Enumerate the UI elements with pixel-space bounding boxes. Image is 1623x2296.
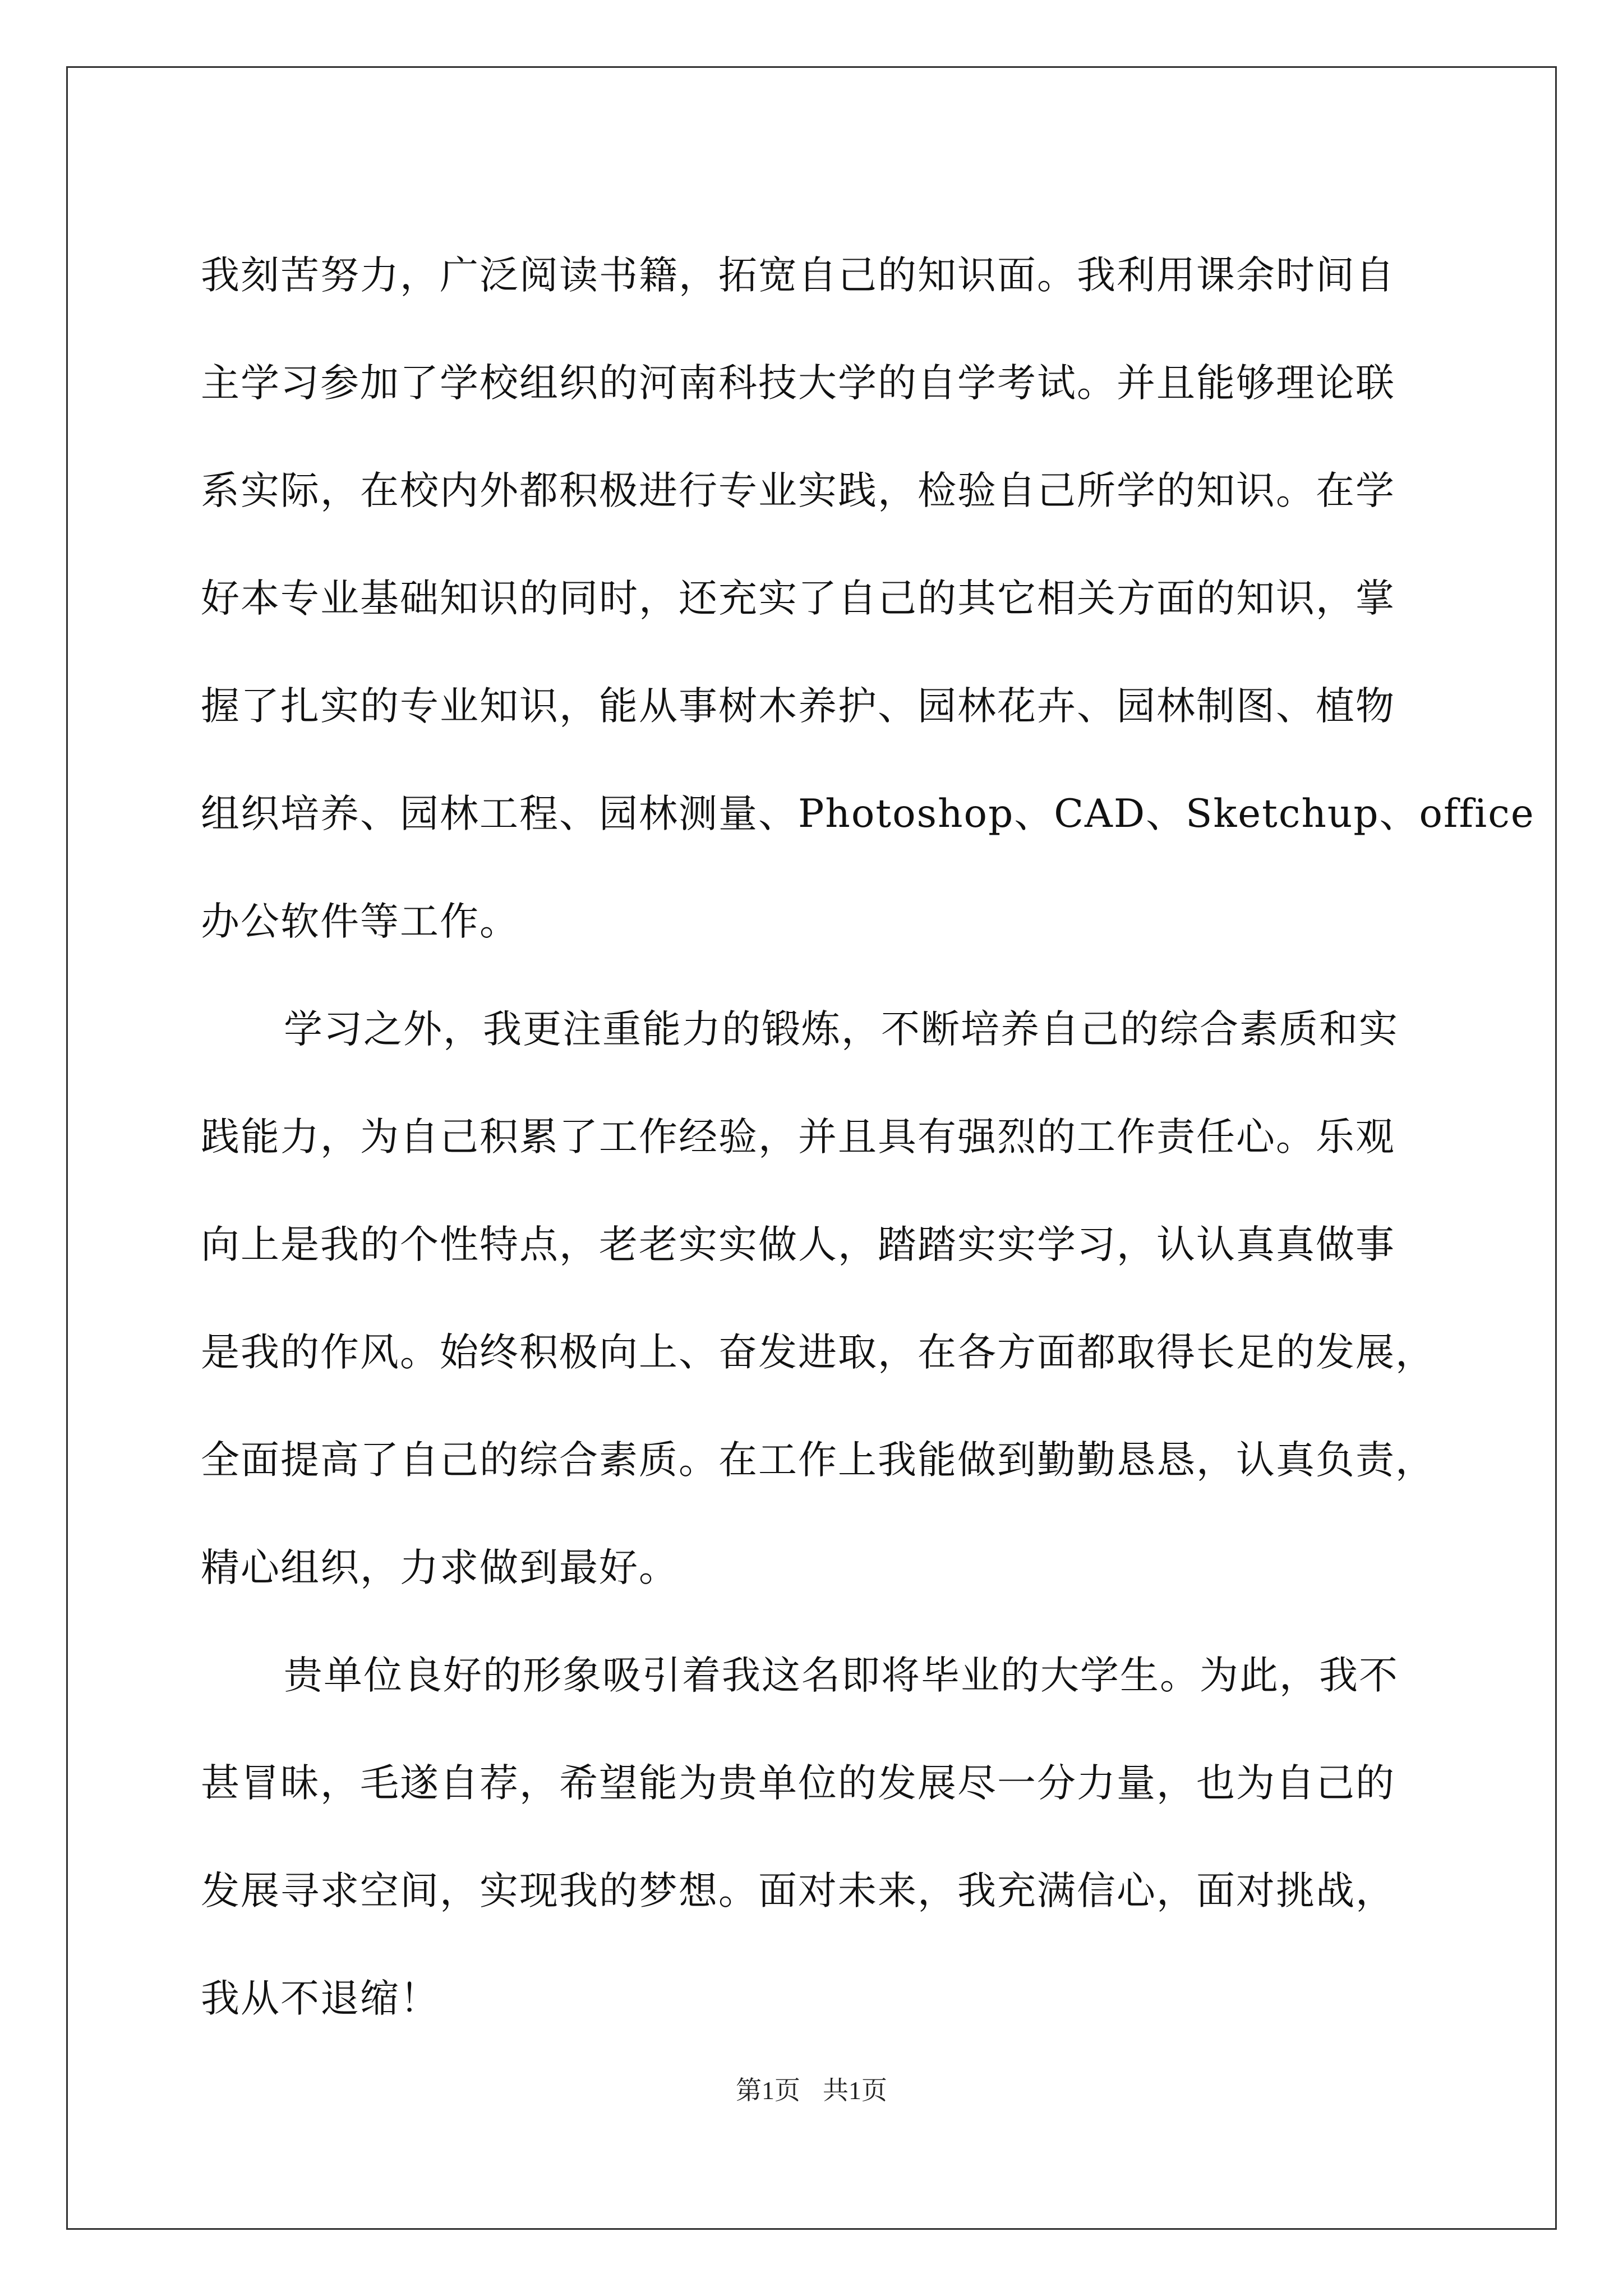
text-line: 全面提高了自己的综合素质。在工作上我能做到勤勤恳恳，认真负责， [201, 1438, 1435, 1483]
page-footer [0, 2070, 1623, 2107]
text-line: 系实际，在校内外都积极进行专业实践，检验自己所学的知识。在学 [201, 468, 1395, 513]
paragraph-first-line: 学习之外，我更注重能力的锻炼，不断培养自己的综合素质和实 [284, 1007, 1399, 1052]
page-total: 共1页 [823, 2076, 887, 2105]
text-line: 是我的作风。始终积极向上、奋发进取，在各方面都取得长足的发展， [201, 1330, 1435, 1375]
text-line: 主学习参加了学校组织的河南科技大学的自学考试。并且能够理论联 [201, 361, 1395, 406]
paragraph-first-line: 贵单位良好的形象吸引着我这名即将毕业的大学生。为此，我不 [284, 1653, 1399, 1698]
text-line: 办公软件等工作。 [201, 899, 519, 944]
text-line: 精心组织，力求做到最好。 [201, 1545, 679, 1590]
text-line: 践能力，为自己积累了工作经验，并且具有强烈的工作责任心。乐观 [201, 1115, 1395, 1159]
text-line: 甚冒昧，毛遂自荐，希望能为贵单位的发展尽一分力量，也为自己的 [201, 1761, 1395, 1806]
text-line: 向上是我的个性特点，老老实实做人，踏踏实实学习，认认真真做事 [201, 1222, 1395, 1267]
text-line: 好本专业基础知识的同时，还充实了自己的其它相关方面的知识，掌 [201, 576, 1395, 621]
text-line: 发展寻求空间，实现我的梦想。面对未来，我充满信心，面对挑战， [201, 1869, 1395, 1913]
text-line: 我刻苦努力，广泛阅读书籍，拓宽自己的知识面。我利用课余时间自 [201, 253, 1395, 298]
page-number: 第1页 [736, 2076, 800, 2105]
document-body [201, 222, 1535, 2053]
text-line: 握了扎实的专业知识，能从事树木养护、园林花卉、园林制图、植物 [201, 684, 1395, 729]
text-line: 组织培养、园林工程、园林测量、Photoshop、CAD、Sketchup、office [201, 792, 1535, 836]
text-line: 我从不退缩！ [201, 1976, 440, 2021]
